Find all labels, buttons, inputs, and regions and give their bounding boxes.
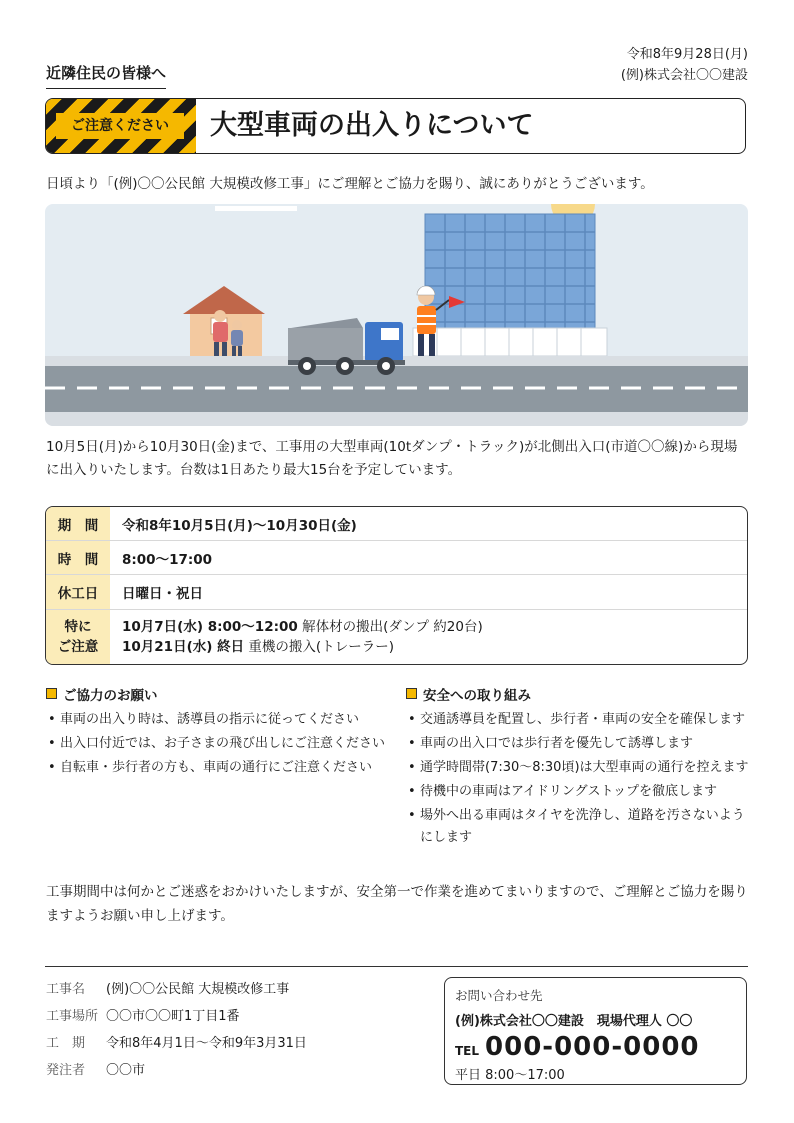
project-client-row [46,1059,145,1078]
project-client-label: 発注者 [46,1063,86,1078]
list-item: • 待機中の車両はアイドリングストップを徹底します [406,781,751,803]
table-row [46,575,747,610]
tel-label: TEL [455,1044,480,1058]
holiday-label: 休工日 [46,575,110,610]
special-item-1 [122,617,746,637]
special-2-date: 10月21日(水) 終日 [122,639,245,655]
project-site-value: 〇〇市〇〇町1丁目1番 [106,1009,240,1024]
table-row [46,610,747,665]
issue-date: 令和8年9月28日(月) [626,47,748,62]
table-row [46,507,747,541]
safety-heading-text: 安全への取り組み [423,688,531,704]
road-icon [45,366,748,426]
special-1-text: 解体材の搬出(ダンプ 約20台) [302,619,483,635]
project-term-row [46,1032,307,1051]
list-item: • 車両の出入り時は、誘導員の指示に従ってください [46,709,391,731]
project-name-value: (例)〇〇公民館 大規模改修工事 [106,982,290,997]
list-item: • 出入口付近では、お子さまの飛び出しにご注意ください [46,733,391,755]
special-1-date: 10月7日(水) 8:00～12:00 [122,619,298,635]
requests-heading [46,684,391,704]
special-value [110,610,747,665]
safety-list [406,709,751,849]
list-item: • 自転車・歩行者の方も、車両の通行にご注意ください [46,757,391,779]
period-label: 期 間 [46,507,110,541]
closing-text: 工事期間中は何かとご迷惑をおかけいたしますが、安全第一で作業を進めてまいりますので、ご理解とご協力を賜りますようお願い申し上げます。 [46,884,748,924]
illustration-svg [45,204,748,426]
requests-list [46,709,391,779]
hours-value: 8:00～17:00 [110,541,747,575]
notice-description: 10月5日(月)から10月30日(金)まで、工事用の大型車両(10tダンプ・トラック)が北側出入口(市道〇〇線)から現場に出入りいたします。台数は1日あたり最大15台を予定しています。 [46,439,738,478]
safety-heading [406,684,751,704]
list-item: • 場外へ出る車両はタイヤを洗浄し、道路を汚さないようにします [406,805,751,849]
contact-hours: 平日 8:00～17:00 [455,1068,565,1083]
intro-text: 日頃より「(例)〇〇公民館 大規模改修工事」にご理解とご協力を賜り、誠にありがとうございます。 [46,176,654,192]
special-item-2 [122,637,746,657]
contact-phone [455,1032,736,1062]
truck-icon [288,318,405,375]
holiday-value: 日曜日・祝日 [110,575,747,610]
safety-section [406,684,751,851]
period-value: 令和8年10月5日(月)～10月30日(金) [122,517,357,534]
footer-divider [45,966,748,967]
requests-section [46,684,391,781]
project-term-value: 令和8年4月1日～令和9年3月31日 [106,1036,307,1051]
table-row [46,541,747,575]
office-building-icon [413,214,607,356]
caution-badge: ご注意ください [56,113,184,139]
project-site-label: 工事場所 [46,1009,99,1024]
special-label-line2: ご注意 [57,639,99,655]
hours-label: 時 間 [46,541,110,575]
title-banner [45,98,746,154]
special-label-line1: 特に [64,619,92,635]
contact-label: お問い合わせ先 [455,988,543,1003]
list-item: • 通学時間帯(7:30～8:30頃)は大型車両の通行を控えます [406,757,751,779]
issuer-block [621,44,748,86]
list-item: • 車両の出入口では歩行者を優先して誘導します [406,733,751,755]
special-2-text: 重機の搬入(トレーラー) [248,639,394,655]
contact-org: (例)株式会社〇〇建設 現場代理人 〇〇 [455,1014,693,1029]
project-client-value: 〇〇市 [106,1063,146,1078]
recipient-heading: 近隣住民の皆様へ [46,62,166,89]
list-item: • 交通誘導員を配置し、歩行者・車両の安全を確保します [406,709,751,731]
issuer-name: (例)株式会社〇〇建設 [620,68,748,83]
project-name-label: 工事名 [46,982,86,997]
page-title: 大型車両の出入りについて [210,110,534,141]
project-name-row [46,978,289,997]
contact-box [444,977,747,1085]
requests-heading-text: ご協力のお願い [63,688,158,704]
special-label [46,610,110,665]
project-site-row [46,1005,240,1024]
street-illustration [45,204,748,426]
tel-number: 000-000-0000 [485,1032,700,1062]
square-bullet-icon [406,688,417,699]
project-term-label: 工 期 [46,1036,86,1051]
square-bullet-icon [46,688,57,699]
schedule-table [45,506,748,665]
